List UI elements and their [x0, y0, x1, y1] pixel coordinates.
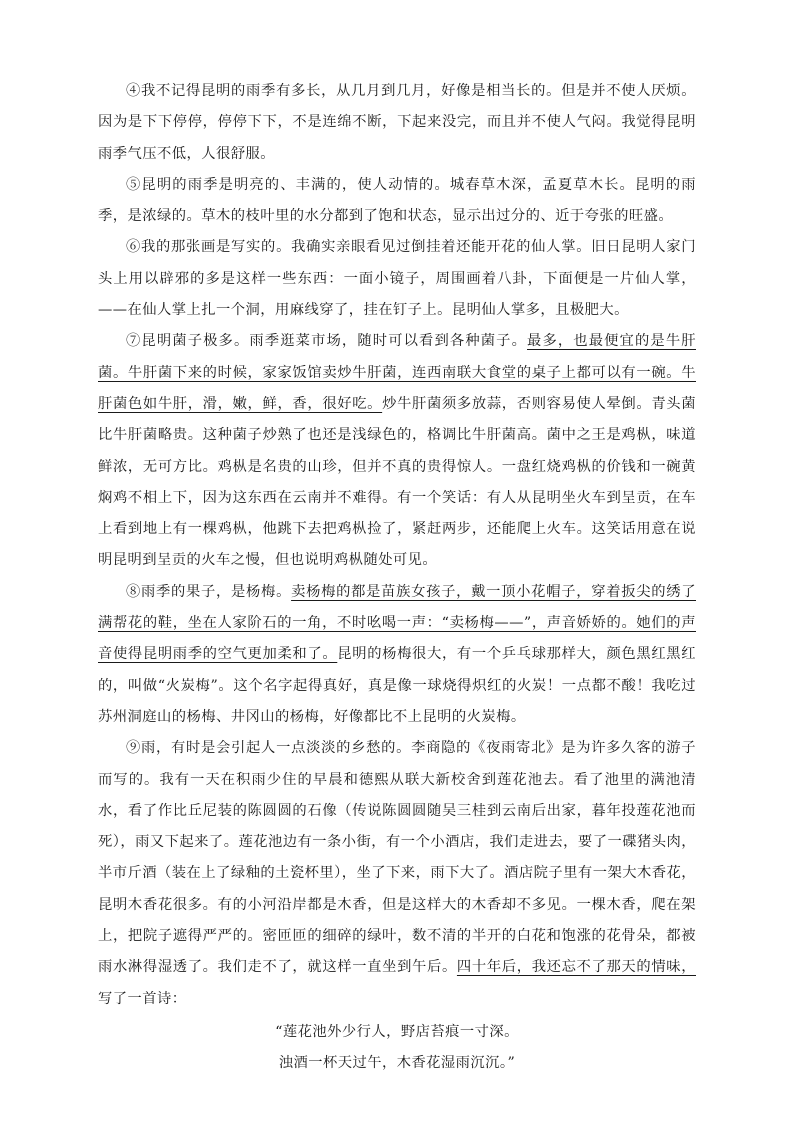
- paragraph-4: [98, 76, 696, 170]
- paragraph-text: ⑤昆明的雨季是明亮的、丰满的，使人动情的。城春草木深，孟夏草木长。昆明的雨季，是浓绿的。草木的枝叶里的水分都到了饱和状态，显示出过分的、近于夸张的旺盛。: [98, 176, 696, 225]
- paragraph-text: ④我不记得昆明的雨季有多长，从几月到几月，好像是相当长的。但是并不使人厌烦。因为是下下停停，停停下下，不是连绵不断，下起来没完，而且并不使人气闷。我觉得昆明雨季气压不低，人很舒服。: [98, 83, 696, 162]
- paragraph-8: [98, 577, 696, 733]
- paragraph-text: ⑨雨，有时是会引起人一点淡淡的乡愁的。李商隐的《夜雨寄北》是为许多久客的游子而写的。我有一天在积雨少住的早晨和德熙从联大新校舍到莲花池去。看了池里的满池清水，看了作比丘尼装的陈圆圆的石像（传说陈圆圆随吴三桂到云南后出家，暮年投莲花池而死），雨又下起来了。莲花池边有一条小街，有一个小酒店，我们走进去，要了一碟猪头肉，半市斤酒（装在上了绿釉的土瓷杯里），坐了下来，雨下大了。酒店院子里有一架大木香花，昆明木香花很多。有的小河沿岸都是木香，但是这样大的木香却不多见。一棵木香，爬在架上，把院子遮得严严的。密匝匝的细碎的绿叶，数不清的半开的白花和饱涨的花骨朵，都被雨水淋得湿透了。我们走不了，就这样一直坐到午后。: [98, 740, 696, 976]
- paragraph-text: ⑥我的那张画是写实的。我确实亲眼看见过倒挂着还能开花的仙人掌。旧日昆明人家门头上用以辟邪的多是这样一些东西：一面小镜子，周围画着八卦，下面便是一片仙人掌，——在仙人掌上扎一个洞，用麻线穿了，挂在钉子上。昆明仙人掌多，且极肥大。: [98, 239, 696, 319]
- paragraph-text: ⑧雨季的果子，是杨梅。: [126, 583, 292, 600]
- poem-line-1: “莲花池外少行人，野店苔痕一寸深。: [275, 1023, 519, 1040]
- paragraph-text: 写了一首诗：: [98, 990, 187, 1007]
- paragraph-7: [98, 326, 696, 576]
- underlined-passage: 四十年后，我还忘不了那天的情味，: [456, 959, 696, 976]
- paragraph-text: 昆明的杨梅很大，有一个乒乓球那样大，颜色黑红黑红的，叫做“火炭梅”。这个名字起得真好，真是像一球烧得炽红的火炭！一点都不酸！我吃过苏州洞庭山的杨梅、井冈山的杨梅，好像都比不上昆明的火炭梅。: [98, 646, 696, 725]
- paragraph-6: [98, 232, 696, 326]
- poem-line-2: 浊酒一杯天过午，木香花湿雨沉沉。”: [278, 1055, 516, 1072]
- paragraph-text: 炒牛肝菌须多放蒜，否则容易使人晕倒。青头菌比牛肝菌略贵。这种菌子炒熟了也还是浅绿色的，格调比牛肝菌高。菌中之王是鸡枞，味道鲜浓，无可方比。鸡枞是名贵的山珍，但并不真的贵得惊人。一盘红烧鸡枞的价钱和一碗黄焖鸡不相上下，因为这东西在云南并不难得。有一个笑话：有人从昆明坐火车到呈贡，在车上看到地上有一棵鸡枞，他跳下去把鸡枞捡了，紧赶两步，还能爬上火车。这笑话用意在说明昆明到呈贡的火车之慢，但也说明鸡枞随处可见。: [98, 395, 696, 569]
- paragraph-9: [98, 733, 696, 1015]
- paragraph-text: ⑦昆明菌子极多。雨季逛菜市场，随时可以看到各种菌子。: [126, 333, 528, 350]
- underlined-passage: 卖杨梅的都是苗族女孩子，戴一顶小花帽子，穿着扳尖的绣了满帮花的鞋，坐在人家阶石的一角，不时吆喝一声：“卖杨梅——”，声音娇娇的。她们的声音使得昆明雨季的空气更加柔和了。: [98, 583, 696, 663]
- essay-body: [98, 76, 696, 1080]
- underlined-passage: 最多，也最便宜的是牛肝菌。牛肝菌下来的时候，家家饭馆卖炒牛肝菌，连西南联大食堂的桌子上都可以有一碗。牛肝菌色如牛肝，滑，嫩，鲜，香，很好吃。: [98, 333, 696, 412]
- paragraph-5: [98, 170, 696, 233]
